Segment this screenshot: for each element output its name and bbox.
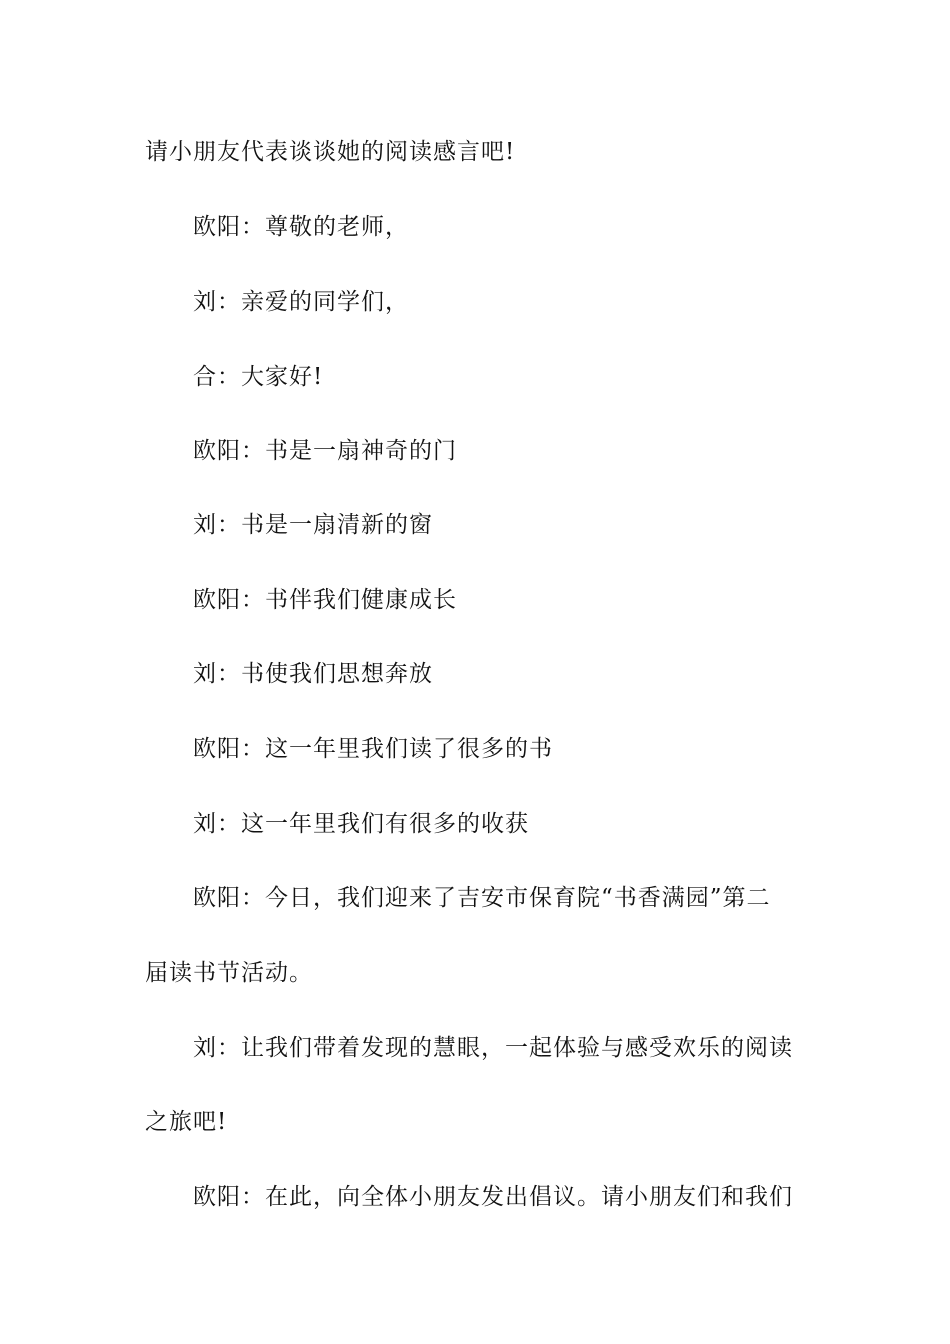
paragraph-line: 刘：书使我们思想奔放	[193, 661, 433, 687]
paragraph-line: 欧阳：书伴我们健康成长	[193, 587, 457, 613]
paragraph-line: 请小朋友代表谈谈她的阅读感言吧!	[145, 139, 516, 165]
paragraph-line: 欧阳：在此，向全体小朋友发出倡议。请小朋友们和我们	[193, 1184, 793, 1210]
paragraph-line: 欧阳：尊敬的老师，	[193, 214, 409, 240]
paragraph-line: 欧阳：书是一扇神奇的门	[193, 438, 457, 464]
paragraph-line: 合：大家好!	[193, 364, 324, 390]
paragraph-line: 之旅吧!	[145, 1109, 228, 1135]
paragraph-line: 欧阳：这一年里我们读了很多的书	[193, 736, 553, 762]
paragraph-line: 刘：书是一扇清新的窗	[193, 512, 433, 538]
paragraph-line: 欧阳：今日，我们迎来了吉安市保育院“书香满园”第二	[193, 885, 771, 911]
paragraph-line: 刘：让我们带着发现的慧眼，一起体验与感受欢乐的阅读	[193, 1035, 793, 1061]
paragraph-line: 刘：亲爱的同学们，	[193, 289, 409, 315]
paragraph-line: 届读书节活动。	[145, 960, 313, 986]
paragraph-line: 刘：这一年里我们有很多的收获	[193, 811, 529, 837]
